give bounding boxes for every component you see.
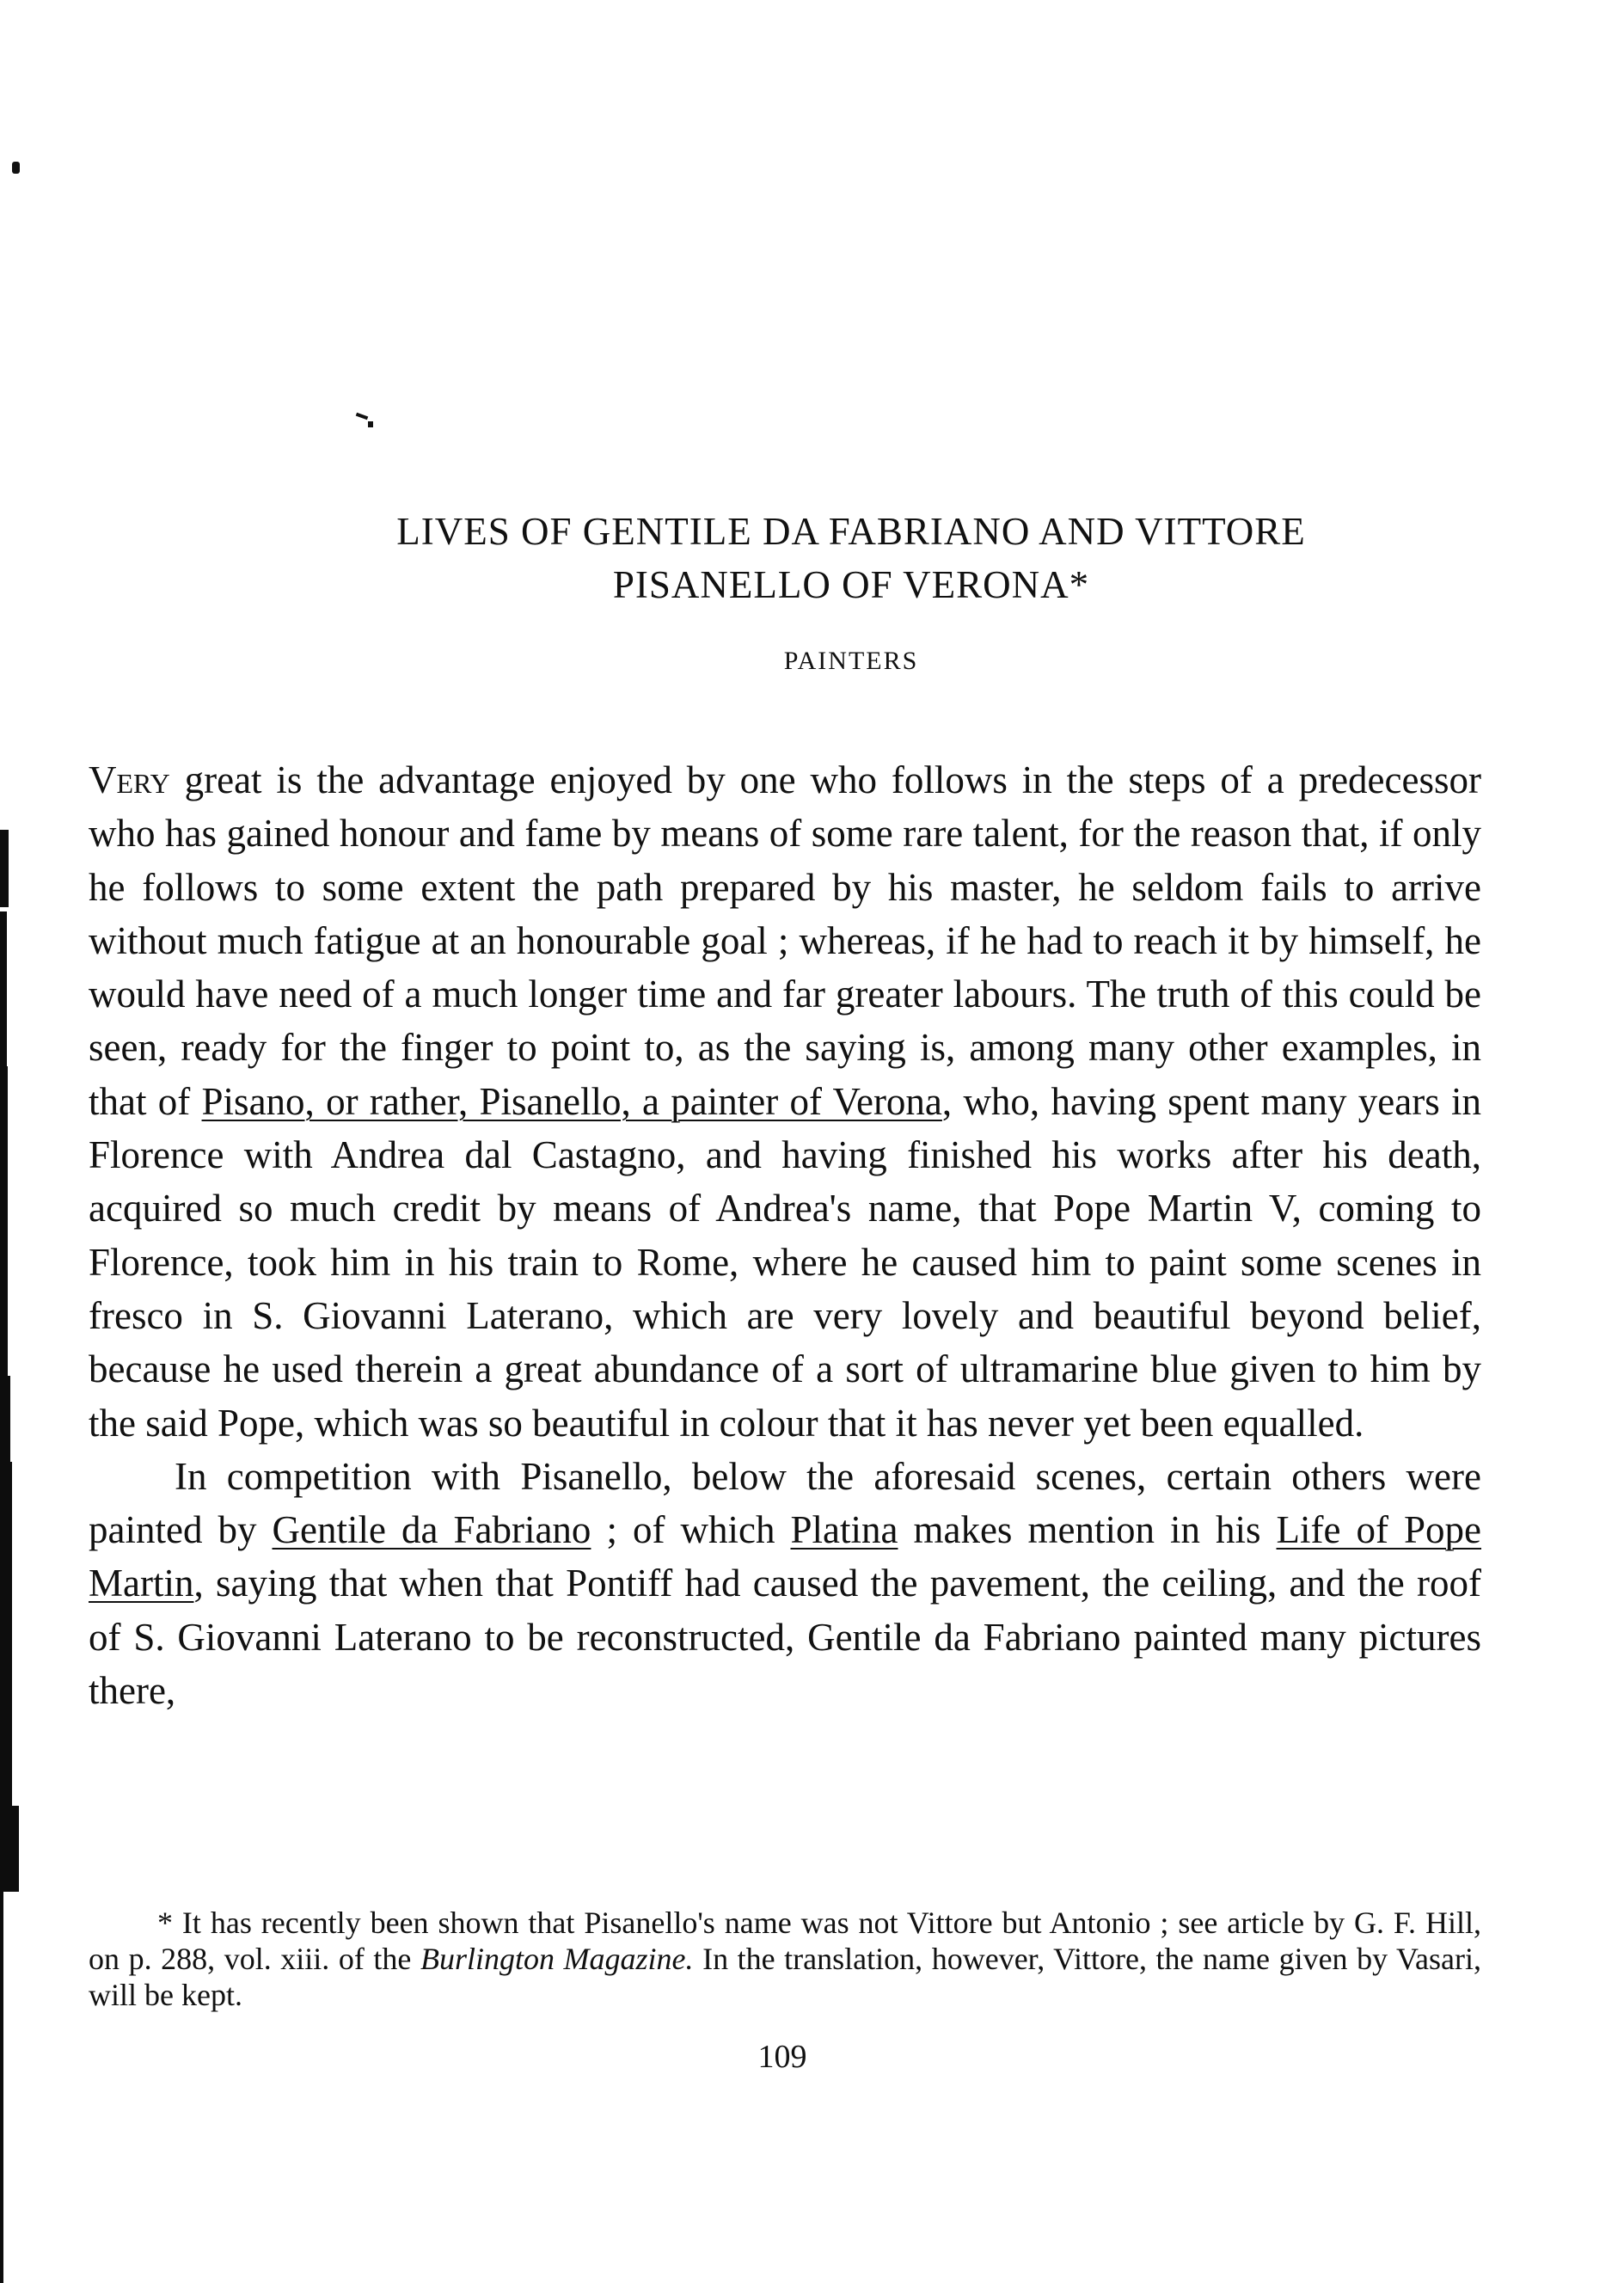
paragraph-1-text-b: , who, having spent many years in Florence with Andrea dal Castagno, and having finished his works after his death, acquired so much credit by means of Andrea's name, that Pope Martin V, coming to Florence, took him in his train to Rome, where he caused him to paint some scenes in fresco in S. Giovanni Laterano, which are very lovely and beautiful beyond belief, because he used therein a great abundance of a sort of ultramarine blue given to him by the said Pope, which was so beautiful in colour that it has never yet been equalled. — [89, 1079, 1481, 1445]
footnote-text-a: * It has recently been shown that Pisanello's name was not Vittore but Antonio ; see article by G. F. Hill, on p. 288, vol. xiii. of the — [89, 1906, 1481, 1976]
paragraph-2 — [89, 1450, 1481, 1717]
scan-speck — [356, 413, 369, 420]
footnote-journal-title: Burlington Magazine. — [420, 1942, 694, 1976]
body-text — [89, 753, 1481, 1717]
footnote-paragraph — [89, 1905, 1481, 2013]
scan-edge-shadow — [0, 1066, 8, 1376]
paragraph-1-text-a: great is the advantage enjoyed by one who follows in the steps of a predecessor who has gained honour and fame by means of some rare talent, for the reason that, if only he follows to some extent the path prepared by his master, he seldom fails to arrive without much fatigue at an honourable goal ; whereas, if he had to reach it by himself, he would have need of a much longer time and far greater labours. The truth of this could be seen, ready for the finger to point to, as the saying is, among many other examples, in that of — [89, 758, 1481, 1123]
scan-speck — [368, 421, 373, 427]
scan-edge-shadow — [0, 1892, 3, 2283]
underlined-phrase-life-of-pope-martin: Life of Pope Martin — [89, 1508, 1482, 1605]
chapter-title-line-1: LIVES OF GENTILE DA FABRIANO AND VITTORE — [396, 510, 1306, 553]
chapter-subtitle: PAINTERS — [783, 647, 919, 675]
footnote-text-b: In the translation, however, Vittore, the name given by Vasari, will be kept. — [89, 1942, 1482, 2012]
paragraph-1 — [89, 753, 1481, 1450]
paragraph-2-text-c: makes mention in his — [898, 1508, 1277, 1552]
chapter-title-line-2: PISANELLO OF VERONA* — [612, 563, 1090, 606]
scan-edge-shadow — [0, 911, 7, 1066]
paragraph-2-text-b: ; of which — [591, 1508, 791, 1552]
scan-edge-shadow — [0, 830, 9, 907]
underlined-phrase-gentile: Gentile da Fabriano — [272, 1508, 591, 1552]
paragraph-2-text-d: , saying that when that Pontiff had caused the pavement, the ceiling, and the roof of S. Giovanni Laterano to be reconstructed, Gentile da Fabriano painted many pictures there, — [89, 1562, 1481, 1713]
underlined-phrase-platina: Platina — [790, 1508, 898, 1552]
page-number: 109 — [757, 2039, 807, 2075]
scan-speck — [12, 162, 20, 174]
underlined-phrase-pisanello: Pisano, or rather, Pisanello, a painter of Verona — [201, 1079, 942, 1123]
scan-edge-shadow — [0, 1462, 12, 1806]
scan-edge-shadow — [0, 1806, 19, 1892]
opening-word: Very — [89, 758, 170, 801]
paragraph-2-text-a: In competition with Pisanello, below the aforesaid scenes, certain others were painted by — [89, 1454, 1481, 1552]
scan-edge-shadow — [0, 1376, 10, 1462]
footnote — [89, 1905, 1481, 2013]
